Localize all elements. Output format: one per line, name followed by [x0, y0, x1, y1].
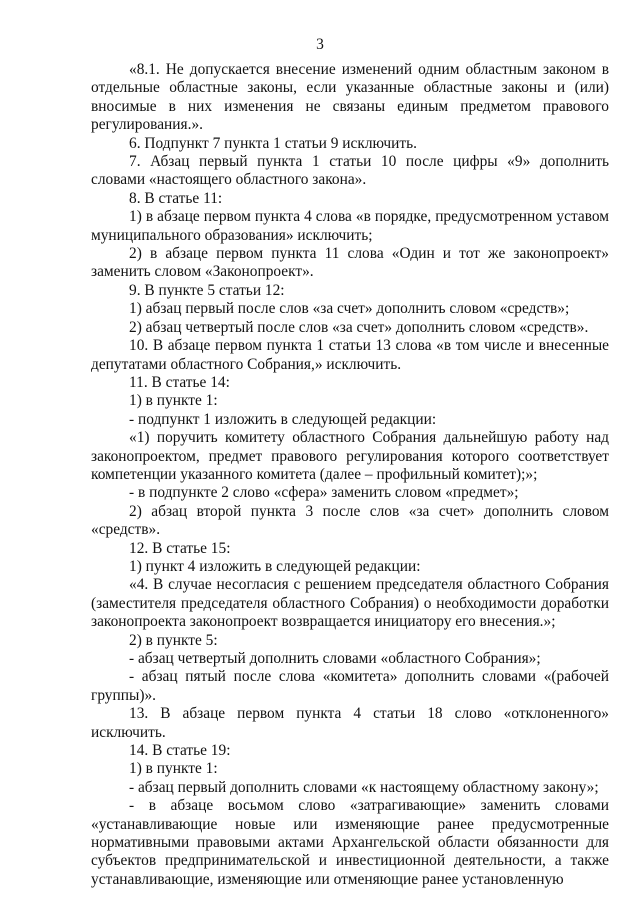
- paragraph: 1) в пункте 1:: [129, 760, 218, 778]
- paragraph: 2) абзац четвертый после слов «за счет» дополнить словом «средств».: [129, 318, 589, 336]
- paragraph: 1) в пункте 1:: [129, 392, 218, 410]
- page-number: 3: [316, 36, 324, 53]
- paragraph: 11. В статье 14:: [129, 373, 230, 391]
- paragraph: - абзац четвертый дополнить словами «областного Собрания»;: [129, 650, 541, 667]
- paragraph: «4. В случае несогласия с решением председателя областного Собрания (заместителя председателя областного Собрания) о необходимости доработки законопроекта законопроект возвращается инициатору его внесения.»;: [91, 576, 609, 631]
- paragraph: 1) абзац первый после слов «за счет» дополнить словом «средств»;: [129, 300, 570, 318]
- paragraph: 12. В статье 15:: [129, 539, 231, 557]
- paragraph: 1) пункт 4 изложить в следующей редакции:: [129, 557, 421, 575]
- paragraph: 8. В статье 11:: [129, 189, 223, 207]
- paragraph: 2) в пункте 5:: [129, 631, 218, 649]
- paragraph: 7. Абзац первый пункта 1 статьи 10 после цифры «9» дополнить словами «настоящего областного закона».: [91, 153, 609, 189]
- paragraph: 6. Подпункт 7 пункта 1 статьи 9 исключить.: [129, 134, 417, 152]
- paragraph: - подпункт 1 изложить в следующей редакции:: [129, 410, 437, 428]
- paragraph: 2) в абзаце первом пункта 11 слова «Один и тот же законопроект» заменить словом «Законопроект».: [91, 245, 609, 281]
- paragraph: «1) поручить комитету областного Собрания дальнейшую работу над законопроектом, предмет правового регулирования которого соответствует компетенции указанного комитета (далее – профильный комитет);»;: [91, 429, 609, 483]
- document-body: [91, 61, 609, 889]
- paragraph: 1) в абзаце первом пункта 4 слова «в порядке, предусмотренном уставом муниципального образования» исключить;: [91, 208, 609, 244]
- paragraph: - абзац первый дополнить словами «к настоящему областному закону»;: [129, 778, 599, 796]
- paragraph: 13. В абзаце первом пункта 4 статьи 18 слово «отклоненного» исключить.: [91, 705, 609, 741]
- paragraph: 2) абзац второй пункта 3 после слов «за счет» дополнить словом «средств».: [91, 502, 609, 539]
- paragraph: - в подпункте 2 слово «сфера» заменить словом «предмет»;: [129, 484, 519, 502]
- paragraph: 10. В абзаце первом пункта 1 статьи 13 слова «в том числе и внесенные депутатами областного Собрания,» исключить.: [91, 337, 609, 373]
- paragraph: - в абзаце восьмом слово «затрагивающие» заменить словами «устанавливающие новые или изменяющие ранее предусмотренные нормативными правовыми актами Архангельской области обязанности для субъектов предпринимательской и инвестиционной деятельности, а также устанавливающие, изменяющие или отменяющие ранее установленную: [91, 797, 609, 888]
- paragraph: 9. В пункте 5 статьи 12:: [129, 281, 285, 299]
- paragraph: 14. В статье 19:: [129, 742, 231, 760]
- paragraph: «8.1. Не допускается внесение изменений одним областным законом в отдельные областные законы, если указанные областные законы и (или) вносимые в них изменения не связаны единым предметом правового регулирования.».: [91, 61, 609, 134]
- paragraph: - абзац пятый после слова «комитета» дополнить словами «(рабочей группы)».: [91, 668, 609, 704]
